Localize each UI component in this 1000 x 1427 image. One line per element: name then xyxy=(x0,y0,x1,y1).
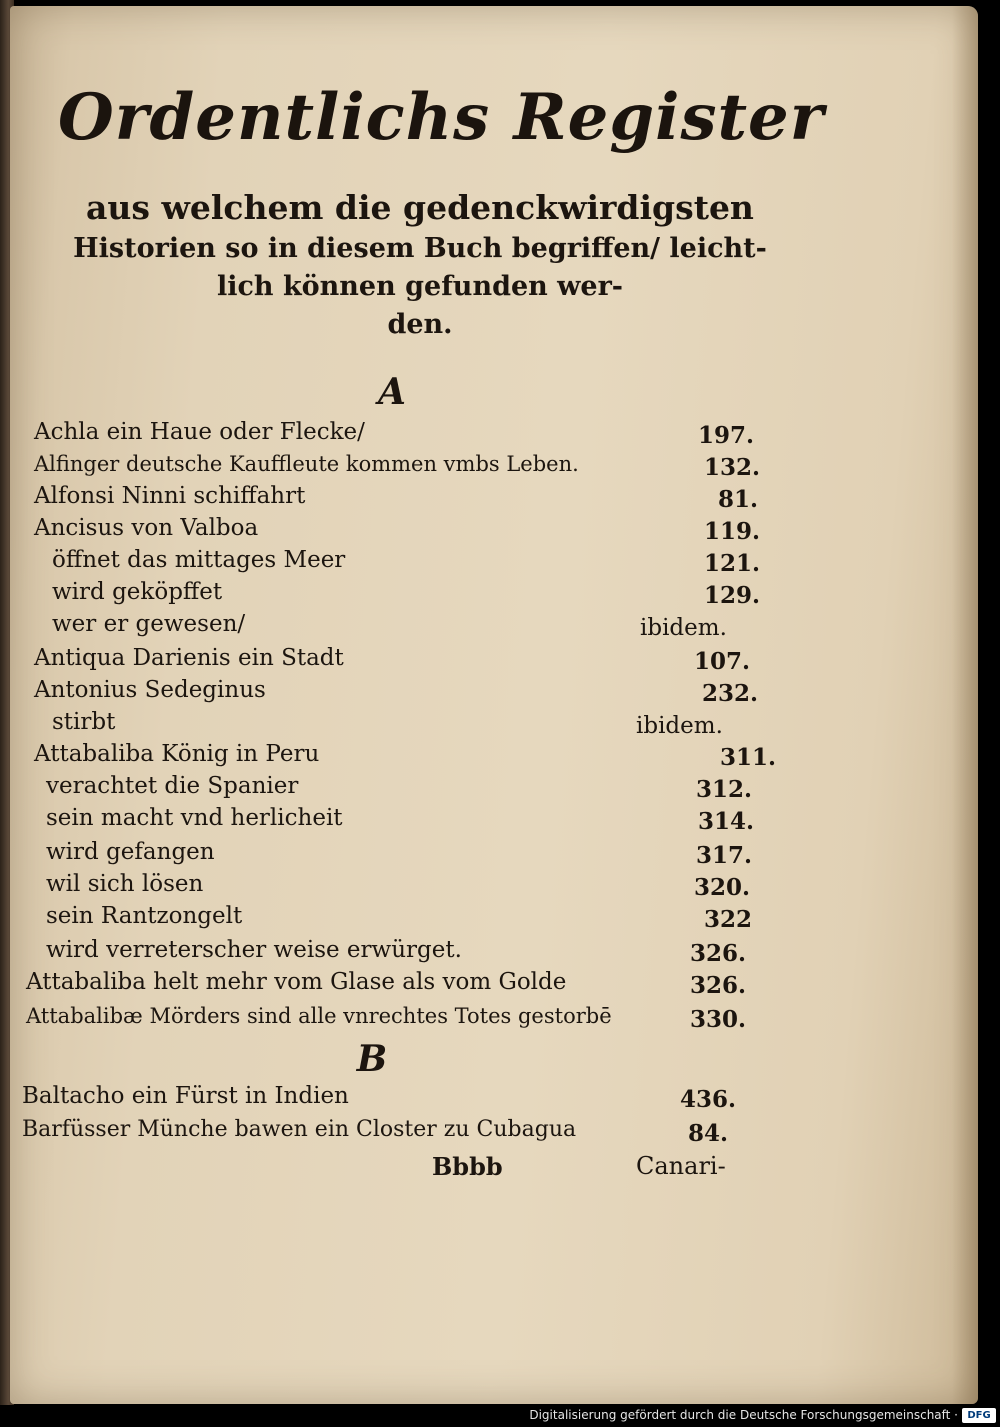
entry-page: 311. xyxy=(720,744,777,771)
register-entry xyxy=(26,1000,746,1032)
entry-label: wer er gewesen/ xyxy=(52,611,246,637)
register-entry xyxy=(46,770,753,803)
dfg-logo: DFG xyxy=(962,1408,996,1423)
register-entry xyxy=(46,868,751,901)
entry-label: Achla ein Haue oder Flecke/ xyxy=(34,419,365,445)
signature-mark: Bbbb xyxy=(432,1152,503,1181)
section-letter-a: A xyxy=(378,371,406,413)
entry-label: Attabaliba helt mehr vom Glase als vom Golde xyxy=(26,969,567,995)
entry-label: Attabaliba König in Peru xyxy=(34,741,320,767)
entry-page: 326. xyxy=(690,940,747,967)
subtitle-line-1: aus welchem die gedenckwirdigsten xyxy=(86,188,754,227)
page-title: Ordentlichs Register xyxy=(58,80,825,155)
entry-page: 314. xyxy=(698,808,755,835)
entry-page: 132. xyxy=(704,454,761,481)
register-entry xyxy=(34,512,761,545)
entry-page: 317. xyxy=(696,842,753,869)
register-entry xyxy=(34,738,777,771)
footer-credit: Digitalisierung gefördert durch die Deutsche Forschungsgemeinschaft · xyxy=(529,1408,958,1422)
subtitle-line-2: Historien so in diesem Buch begriffen/ leicht- xyxy=(73,233,767,264)
book-page xyxy=(10,6,978,1404)
register-entry xyxy=(52,544,761,577)
entry-page: 330. xyxy=(690,1006,747,1033)
entry-label: Antonius Sedeginus xyxy=(34,677,266,703)
register-entry xyxy=(46,802,755,835)
register-entry xyxy=(52,576,761,609)
entry-label: wird gefangen xyxy=(46,839,215,865)
entry-page: ibidem. xyxy=(636,713,723,739)
entry-page: ibidem. xyxy=(640,615,727,641)
entry-page: 312. xyxy=(696,776,753,803)
entry-label: Alfinger deutsche Kauffleute kommen vmbs Leben. xyxy=(34,452,579,476)
entry-label: Ancisus von Valboa xyxy=(34,515,259,541)
entry-label: Antiqua Darienis ein Stadt xyxy=(34,645,344,671)
register-entry xyxy=(34,674,759,707)
entry-label: sein macht vnd herlicheit xyxy=(46,805,343,831)
register-entry xyxy=(26,966,746,998)
entry-label: wird verreterscher weise erwürget. xyxy=(46,937,462,963)
register-entry xyxy=(52,706,752,738)
register-entry xyxy=(34,480,759,513)
register-entry xyxy=(52,608,752,640)
entry-label: Baltacho ein Fürst in Indien xyxy=(22,1083,349,1109)
entry-label: öffnet das mittages Meer xyxy=(52,547,346,573)
entry-page: 322 xyxy=(704,906,753,933)
entry-page: 107. xyxy=(694,648,751,675)
register-entry xyxy=(22,1114,742,1146)
entry-page: 320. xyxy=(694,874,751,901)
register-entry xyxy=(46,836,753,869)
entry-page: 119. xyxy=(704,518,761,545)
register-entry xyxy=(34,416,754,448)
catchword: Canari- xyxy=(636,1152,726,1180)
entry-label: wil sich lösen xyxy=(46,871,204,897)
register-entry xyxy=(34,448,761,481)
entry-page: 436. xyxy=(680,1086,737,1113)
entry-page: 84. xyxy=(688,1120,729,1147)
entry-label: stirbt xyxy=(52,709,116,735)
entry-label: sein Rantzongelt xyxy=(46,903,243,929)
entry-label: wird geköpffet xyxy=(52,579,223,605)
entry-page: 121. xyxy=(704,550,761,577)
entry-label: Alfonsi Ninni schiffahrt xyxy=(34,483,306,509)
register-entry xyxy=(22,1080,742,1112)
entry-label: Attabalibæ Mörders sind alle vnrechtes Totes gestorbē xyxy=(26,1004,612,1028)
entry-page: 81. xyxy=(718,486,759,513)
entry-page: 197. xyxy=(698,422,755,449)
entry-page: 232. xyxy=(702,680,759,707)
entry-page: 129. xyxy=(704,582,761,609)
entry-label: Barfüsser Münche bawen ein Closter zu Cubagua xyxy=(22,1117,577,1142)
digitization-footer xyxy=(0,1405,1000,1427)
register-entry xyxy=(46,934,746,966)
register-entry xyxy=(34,642,754,674)
register-entries xyxy=(10,6,978,1404)
register-entry xyxy=(46,900,753,933)
entry-page: 326. xyxy=(690,972,747,999)
entry-label: verachtet die Spanier xyxy=(46,773,299,799)
subtitle-line-4: den. xyxy=(387,309,453,340)
subtitle-line-3: lich können gefunden wer- xyxy=(216,271,624,302)
section-letter-b: B xyxy=(356,1038,388,1080)
